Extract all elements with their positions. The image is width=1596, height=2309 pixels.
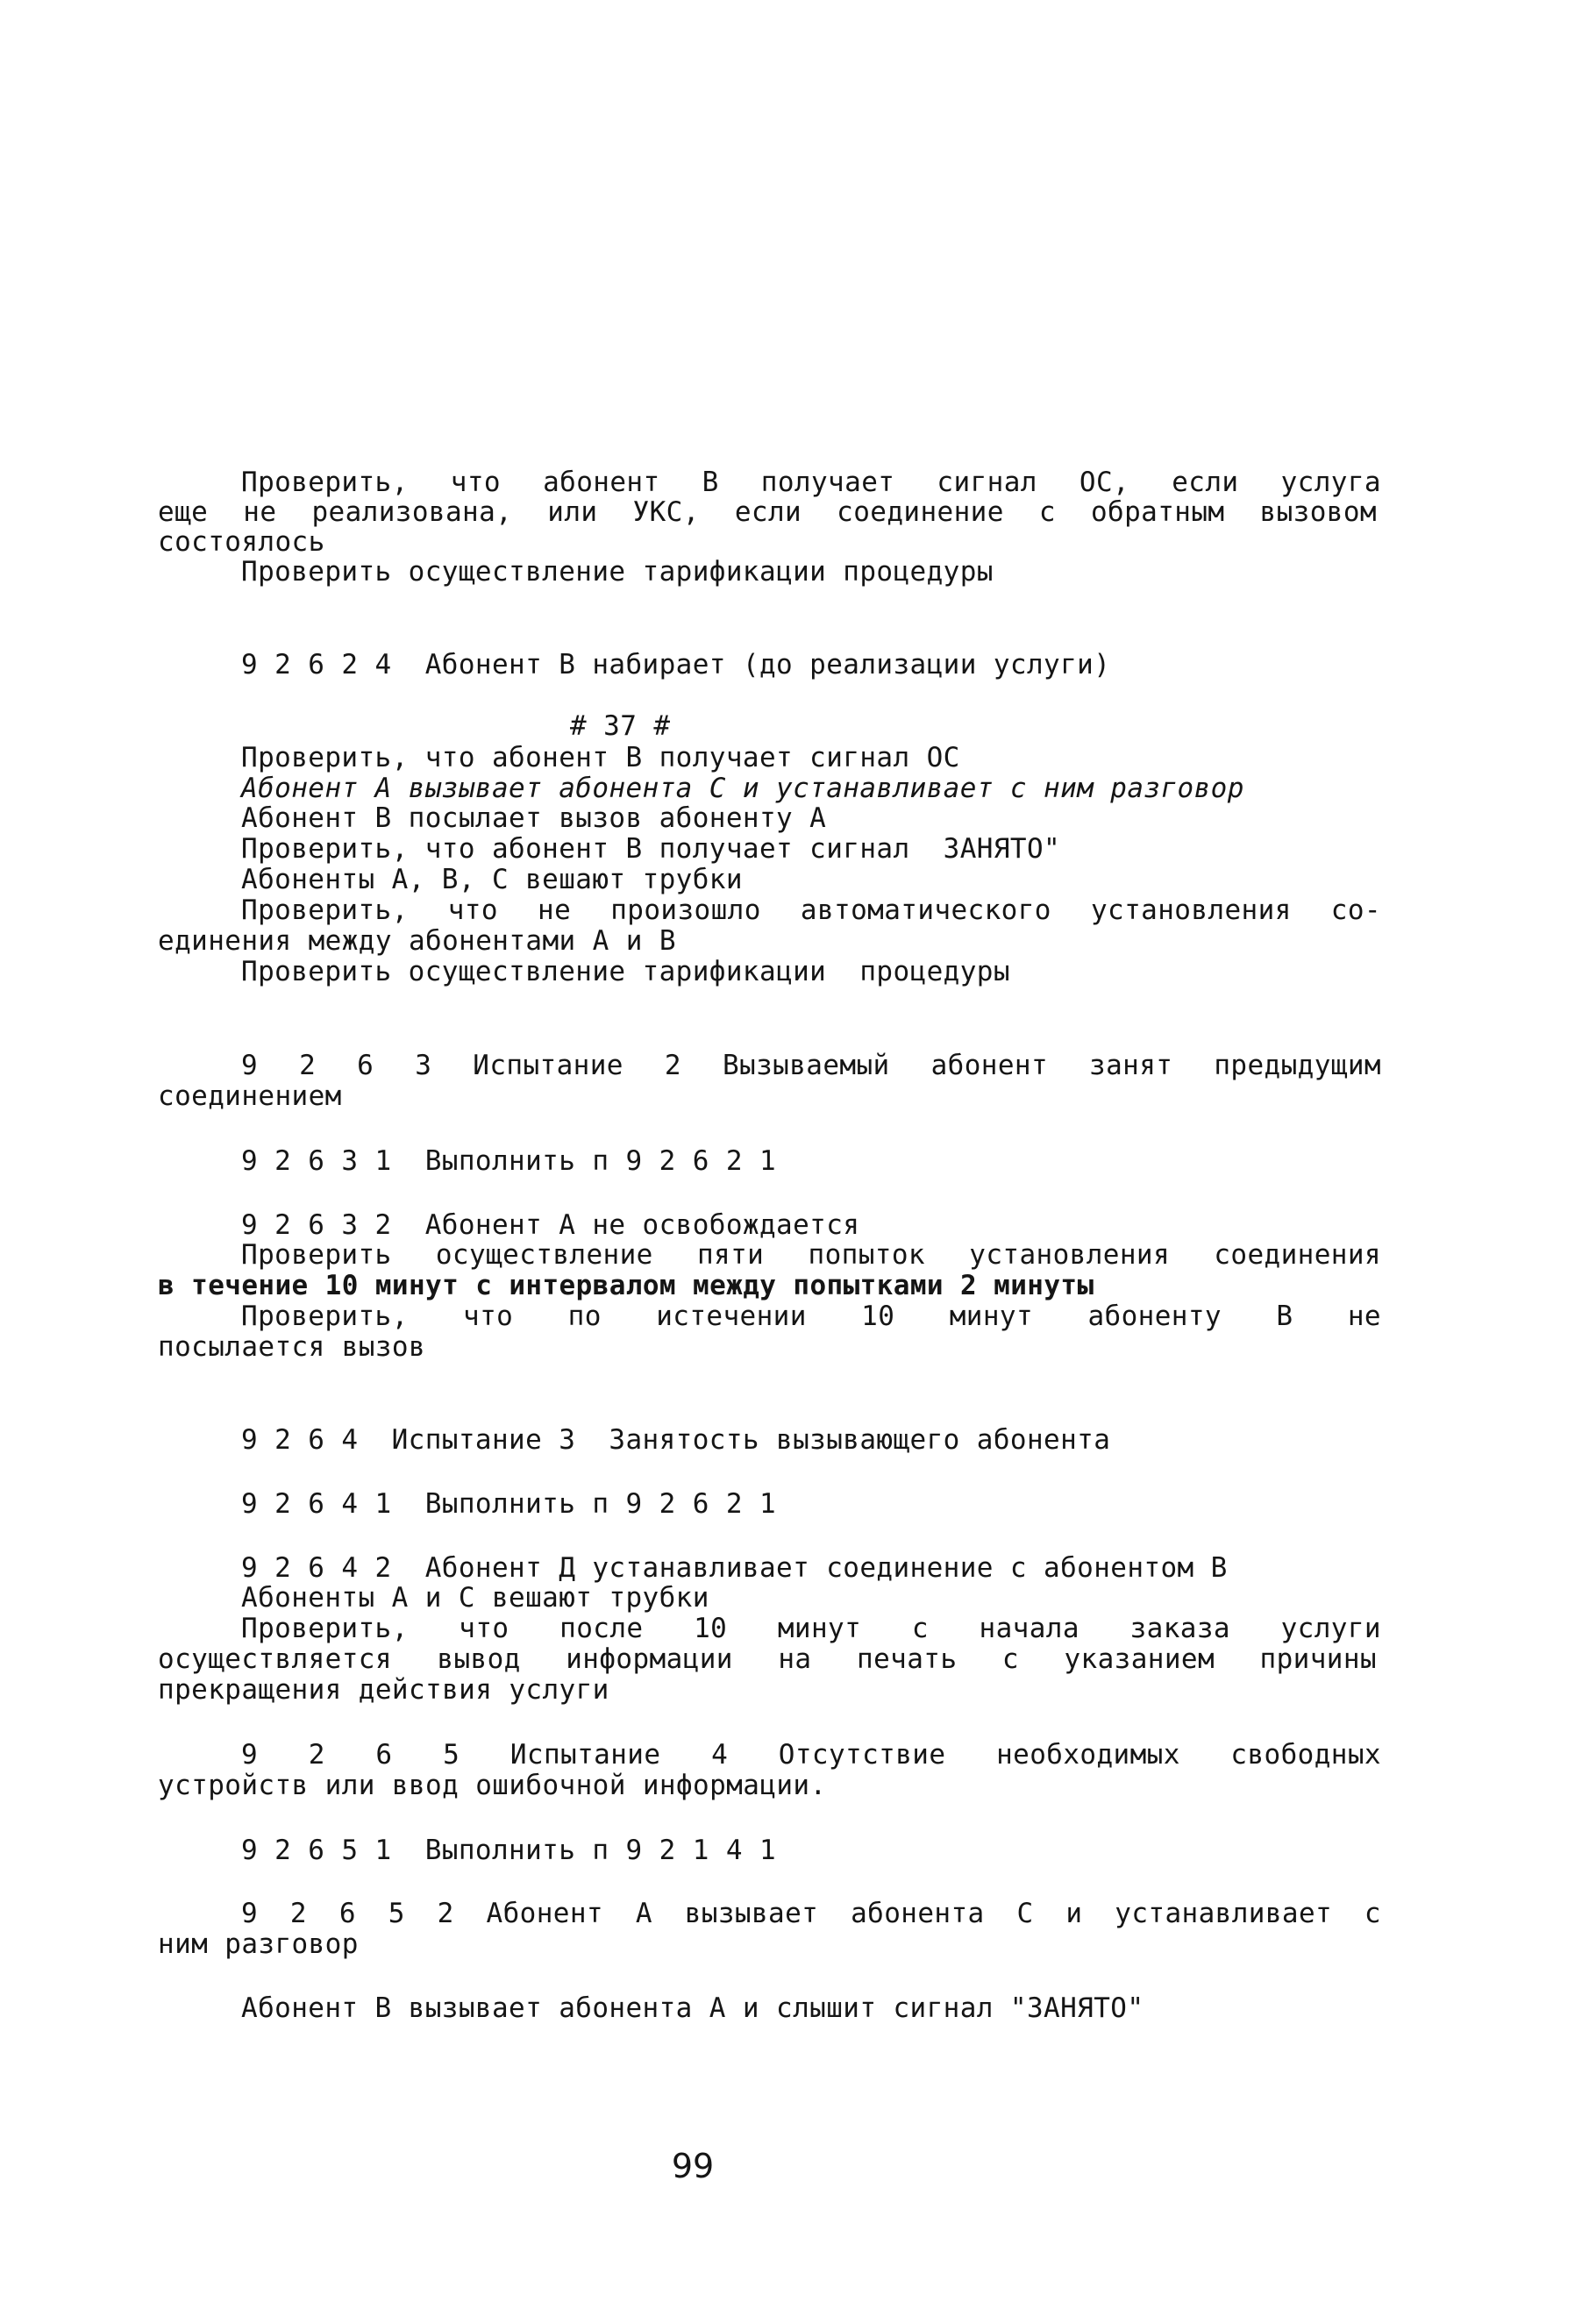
text-line: состоялось (158, 526, 325, 558)
section-heading: 9 2 6 4 2 Абонент Д устанавливает соединение с абонентом В (241, 1552, 1228, 1584)
text-line: Абонент В посылает вызов абоненту А (241, 802, 827, 834)
text-line: Проверить, что абонент В получает сигнал ЗАНЯТО" (241, 833, 1061, 865)
section-heading: 9 2 6 4 1 Выполнить п 9 2 6 2 1 (241, 1488, 777, 1520)
text-line: Абоненты А, В, С вешают трубки (241, 864, 743, 895)
section-heading: 9 2 6 2 4 Абонент В набирает (до реализации услуги) (241, 649, 1111, 681)
text-line: Абонент В вызывает абонента А и слышит сигнал "ЗАНЯТО" (241, 1992, 1144, 2024)
section-heading: 9 2 6 5 1 Выполнить п 9 2 1 4 1 (241, 1835, 777, 1866)
text-line: Проверить, что после 10 минут с начала заказа услуги (241, 1613, 1381, 1644)
page-number: 99 (671, 2147, 715, 2185)
section-heading: 9 2 6 3 Испытание 2 Вызываемый абонент занят предыдущим (241, 1050, 1381, 1081)
text-line: Проверить, что не произошло автоматического установления со- (241, 894, 1381, 926)
text-line: единения между абонентами А и В (158, 925, 676, 957)
text-line: ним разговор (158, 1928, 359, 1960)
text-line: еще не реализована, или УКС, если соединение с обратным вызовом (158, 496, 1377, 528)
text-line: Абонент А вызывает абонента С и устанавливает с ним разговор (241, 773, 1244, 804)
text-line: в течение 10 минут с интервалом между попытками 2 минуты (158, 1270, 1094, 1301)
section-heading: 9 2 6 3 2 Абонент А не освобождается (241, 1209, 860, 1241)
text-line: соединением (158, 1080, 342, 1112)
text-line: посылается вызов (158, 1331, 426, 1363)
text-line: Проверить осуществление пяти попыток установления соединения (241, 1239, 1381, 1271)
text-line: Проверить, что абонент В получает сигнал ОС (241, 742, 960, 773)
text-line: осуществляется вывод информации на печать с указанием причины (158, 1643, 1377, 1675)
text-line: Проверить, что по истечении 10 минут абоненту В не (241, 1301, 1381, 1332)
text-line: устройств или ввод ошибочной информации. (158, 1770, 827, 1801)
section-heading: 9 2 6 3 1 Выполнить п 9 2 6 2 1 (241, 1145, 777, 1177)
section-heading: 9 2 6 4 Испытание 3 Занятость вызывающего абонента (241, 1424, 1111, 1456)
text-line: Проверить осуществление тарификации процедуры (241, 556, 994, 588)
text-line: Абоненты А и С вешают трубки (241, 1582, 709, 1614)
section-heading: 9 2 6 5 Испытание 4 Отсутствие необходимых свободных (241, 1739, 1381, 1771)
text-line: Проверить, что абонент В получает сигнал ОС, если услуга (241, 467, 1381, 498)
text-line: прекращения действия услуги (158, 1674, 609, 1706)
section-heading: 9 2 6 5 2 Абонент А вызывает абонента С и устанавливает с (241, 1898, 1381, 1929)
code-line: # 37 # (570, 710, 671, 742)
text-line: Проверить осуществление тарификации процедуры (241, 956, 1010, 987)
